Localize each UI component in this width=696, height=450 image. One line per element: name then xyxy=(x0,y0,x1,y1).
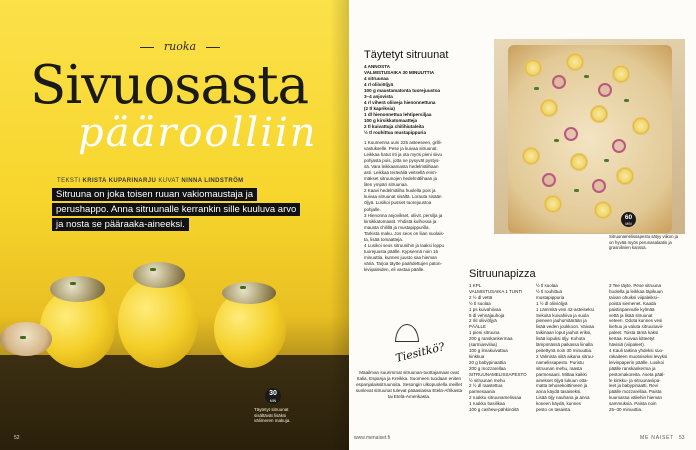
ingredient-line: 2 tl kuivattuja chilihiutaleita xyxy=(364,124,424,129)
step-line: päälle ranskankerma ja xyxy=(609,365,656,371)
ingredient-line: ½ tl suolaa xyxy=(536,283,558,288)
recipe-title-stuffed-lemons: Täytetyt sitruunat xyxy=(364,49,449,61)
step-line: öljyä. Lusikoi pussiet tuorejuustoa xyxy=(364,200,432,206)
step-line: poista siemenet. Kaada xyxy=(609,300,657,306)
onion-ring-image xyxy=(592,179,606,193)
step-line: sitruunan mehu, raasta xyxy=(536,365,583,371)
lemon-slice-image xyxy=(612,65,630,83)
time-badge-number: 30 xyxy=(269,390,277,397)
step-line: 2 Valmista siitä aikana sitruu- xyxy=(536,353,595,359)
recipe-ingredients-lemon-pizza xyxy=(469,283,537,413)
step-line: minuuttia, kunnes juusto saa hieman xyxy=(364,254,438,260)
step-line: sammuksia. Paista noin xyxy=(609,401,657,407)
herb-image xyxy=(150,268,156,271)
ingredient-line: 1 ruukku basilikaa xyxy=(469,401,506,407)
recipe-steps-stuffed-lemons xyxy=(364,140,486,273)
lemon-slice-image xyxy=(616,167,634,185)
step-line: pestomakoreita. Aseta pääl- xyxy=(609,371,665,377)
recipe-meta-line: 1 KPL xyxy=(469,283,482,288)
lemon-slice-image xyxy=(594,201,612,219)
right-page xyxy=(349,0,696,450)
headline: Sivuosasta xyxy=(30,55,309,116)
step-line: 2 Kaavi hedelmäliha huolella pois ja xyxy=(364,188,436,194)
byline xyxy=(57,178,244,184)
time-badge xyxy=(265,388,281,404)
onion-ring-image xyxy=(542,173,556,187)
step-line: Tarkista maku. Jos seos on liian suolais- xyxy=(364,230,445,236)
ingredient-line: 1 ½ dl oliiviöljyä xyxy=(536,300,568,306)
step-line: Lisää öljy nauhana ja anna xyxy=(536,395,590,401)
step-line: pohjasta pois, jotta ne pysyvät pystys- xyxy=(364,158,440,164)
onion-ring-image xyxy=(564,127,578,141)
byline-prefix-text: TEKSTI xyxy=(57,178,81,184)
recipe-steps-lemon-pizza-col1 xyxy=(536,283,604,413)
onion-ring-image xyxy=(552,75,566,89)
ingredient-line: 5 dl vehnäjauhoja xyxy=(469,312,505,318)
step-line: taikinaan loput jauhot eriksi, xyxy=(536,330,592,336)
step-line: taivan ohuiksi viipaleiksi– xyxy=(609,294,660,300)
step-line: lisää veden joukkoon. Vaivaa xyxy=(536,324,594,330)
lemon-half-icon xyxy=(395,324,419,342)
time-badge-unit: MIN xyxy=(269,399,277,403)
photo-caption: Täytetyt sitruunat sisältävät lisäksi välimeren makuja. xyxy=(254,407,291,423)
basil-leaf-image xyxy=(624,99,629,102)
basil-leaf-image xyxy=(534,87,539,90)
step-line: Leikkaa hatut irti ja ota myös pieni siivu xyxy=(364,152,443,158)
footer-url: www.menaiset.fi xyxy=(354,435,391,441)
byline-author: KRISTA KUPARINARJU xyxy=(82,178,157,184)
step-line: peitettynä noin 30 minuuttia. xyxy=(536,347,593,353)
step-line: leivinpaperin päälle. Lusikoi xyxy=(609,359,665,365)
ingredient-line: (sarmiasvilaa) xyxy=(469,342,498,348)
step-line: 4 Lusikoi seos sitruunihin ja laaksi loppu xyxy=(364,242,445,248)
lead-text: Sitruuna on joka toisen ruuan vakiomaustaja ja perushappo. Anna sitruunalle kerrankin sille kuuluva arvo ja nosta se pääraaka-aineeksi. xyxy=(52,188,300,231)
step-line: leet ja babypinaatti. Revi xyxy=(609,383,659,389)
lemon-filling-image xyxy=(50,276,105,302)
byline-prefix-photos: KUVAT xyxy=(158,178,180,184)
step-line: kiviipaleiden, eli vastaa päälle. xyxy=(364,266,425,272)
step-line: veteen. Odota kunnes vesi xyxy=(609,318,663,324)
ingredient-line: 200 g mozzarellaa xyxy=(469,365,506,371)
headline-script: pääroolliin xyxy=(78,110,318,156)
stuffed-lemon-image xyxy=(118,276,198,368)
lemon-slice-image xyxy=(566,53,584,71)
ingredient-line: parmesaania xyxy=(469,389,496,395)
ingredient-line: 2 ruukku sitruunamelissaa xyxy=(469,395,522,401)
lemon-slice-image xyxy=(524,59,542,77)
onion-ring-image xyxy=(598,83,612,97)
recipe-meta-line: VALMISTUSAIKA 1 TUNTI xyxy=(469,288,523,294)
ingredient-line: 4 rl oliiviöljyä xyxy=(364,82,394,87)
step-line: anna käydä tasaiseksi. xyxy=(536,389,582,395)
recipe-meta-line: 4 ANNOSTA xyxy=(364,64,391,69)
lemon-filling-image xyxy=(222,282,276,304)
step-line: le kinkku- ja sitruunaviipa- xyxy=(609,377,661,383)
step-line: vettä ja lisää sitruunat xyxy=(609,312,653,318)
recipe-meta-line: VALMISTUSAIKA 30 MINUUTTIA xyxy=(364,70,435,75)
lemon-slice-image xyxy=(590,105,608,123)
ingredient-line: kinkkua xyxy=(469,353,485,359)
herb-image xyxy=(240,286,246,289)
ingredient-line: mustapippuria xyxy=(536,294,565,300)
ingredient-line: 2 ½ dl vettä xyxy=(469,294,493,300)
step-line: ainekset öljyä lukuun otta- xyxy=(536,377,589,383)
bowl-image xyxy=(0,322,52,356)
step-line: 1 Lämmitä vesi 42-asteiseksi. xyxy=(536,306,596,312)
recipe-title-lemon-pizza: Sitruunapizza xyxy=(469,268,536,280)
ingredient-line: 2 ½ dl raastettua xyxy=(469,383,503,389)
step-line: matta tehosekoittimeen ja xyxy=(536,383,588,389)
onion-ring-image xyxy=(612,139,626,153)
lemon-slice-image xyxy=(632,117,650,135)
ingredient-line: 4 rl viherä oliiveja hienonnettuna xyxy=(364,100,436,105)
ingredient-line: 1 ps kuivahiivaa xyxy=(469,306,502,312)
step-line: hävisiä (viipaleet). xyxy=(609,342,646,348)
lemon-slice-image xyxy=(544,195,562,213)
step-line: mausta chilillä ja mustapippurilla. xyxy=(364,224,430,230)
step-line: päälle mozzarellaa. Paista xyxy=(609,389,662,395)
byline-photographer: NINNA LINDSTRÖM xyxy=(181,178,244,184)
page-number-left: 52 xyxy=(14,435,20,441)
step-line: tuorejuusta päälle. Kypsennä noin 15 xyxy=(364,248,439,254)
step-line: pesto on tasaista. xyxy=(536,407,572,413)
step-line: sä. Vara leikkaamasta hedelmälihaan xyxy=(364,164,439,170)
basil-leaf-image xyxy=(584,75,589,78)
step-line: namelissapesto. Puristu xyxy=(536,359,584,365)
step-line: huolella ja leikkaa täpikuun xyxy=(609,288,663,294)
ingredient-line: 1 pieni sitruuna xyxy=(469,330,500,336)
step-line: lisää lopuksi öljy. Kohota xyxy=(536,336,585,342)
step-line: pieneen jauhomäärään ja xyxy=(536,318,587,324)
page-number-right: 53 xyxy=(679,435,685,441)
lead-paragraph xyxy=(52,187,302,232)
step-line: pohjalle. xyxy=(364,206,381,212)
basil-leaf-image xyxy=(554,139,559,142)
ingredient-line: ½ tl rouhittua mustapippuria xyxy=(364,130,427,135)
step-line: liten ympäri sitruunaa. xyxy=(364,182,409,188)
step-line: kertaa. Kuivaa kitteetyt xyxy=(609,336,655,342)
step-line: kiehuu ja valuta sitruunavii- xyxy=(609,324,664,330)
lemon-slice-image xyxy=(570,153,588,171)
step-line: 3 Hienonna anjovikset, oliivit, persilja ja xyxy=(364,212,443,218)
step-line: kuumassa väliehin hieman xyxy=(609,395,663,401)
step-line: väriä. Tarjoa täytte paahdettujen paton- xyxy=(364,260,442,266)
ingredient-line: 200 g ranskankermaa xyxy=(469,336,513,342)
ingredient-line: 4 sitruunaa xyxy=(364,76,389,81)
ingredient-line: 100 g cashew-pähkinöitä xyxy=(469,407,519,413)
ingredient-line: ½ sitruunan mehu xyxy=(469,377,506,383)
ingredient-line: 1 dl hienonnettua lehtipersiljaa xyxy=(364,112,432,117)
spine-shadow xyxy=(330,0,349,450)
ingredient-line: 2 rkl oliiviöljyä xyxy=(469,318,497,324)
step-line: Sekoita kuivahiiva ja suola xyxy=(536,312,589,318)
ingredient-line: 100 g maustamatonta tuorejuustoa xyxy=(364,88,441,93)
did-you-know-title: Tiesitkö? xyxy=(394,340,446,365)
step-line: 4 Kauli taikina yhdeksi suo- xyxy=(609,347,664,353)
step-line: kirsikkatomaatit. Yhdistä kulhossa ja xyxy=(364,218,437,224)
herb-image xyxy=(70,282,76,285)
step-line: 1 Kuumenna uuni 225 asteeseen, grilli- xyxy=(364,140,443,145)
table-surface xyxy=(0,355,349,450)
step-line: 3 Tee täyte. Pese sitruuna xyxy=(609,283,661,288)
photo-caption: Sitruunamelissapesto sätyy viikon ja on hyvää myös perunasalaatin ja grasnilinien kanssa. xyxy=(609,234,679,250)
pizza-photo xyxy=(494,39,685,234)
recipe-ingredients-stuffed-lemons xyxy=(364,64,486,136)
did-you-know-text: Maailman suurimmat sitruunan-tuottajamaat ovat Italia, Espanja ja Kreikka. Suomeen tuodaan eniten espanjalaissitruunoita. Sesongin ulkopuolella meillet sunlevat sitruunat tulevat pääasiassa Etelä-Afrikasta tai Etelä-Amerikasta. xyxy=(355,370,463,400)
did-you-know-box xyxy=(355,312,463,430)
ingredient-line: 100 g ilmakuivattua xyxy=(469,347,508,353)
basil-leaf-image xyxy=(574,189,579,192)
step-line: kuivaa sitruunat sisältä. Lorauta sisään xyxy=(364,194,442,200)
time-badge-number: 60 xyxy=(624,214,633,221)
ingredient-line: ½ tl rouhittua xyxy=(536,288,563,294)
recipe-steps-lemon-pizza-col2 xyxy=(609,283,683,413)
lemon-slice-image xyxy=(522,147,540,165)
step-line: ta, lisää tomaatteja. xyxy=(364,236,404,242)
ingredient-line: (2 tl kapriksia) xyxy=(364,106,395,111)
step-line: vastukselle. Pese ja kuivaa sitruunat. xyxy=(364,146,438,152)
basil-leaf-image xyxy=(604,159,609,162)
ingredient-subheading: PÄÄLLE xyxy=(469,324,487,330)
step-line: rakaiteen muotoiseksi levyksi xyxy=(609,353,668,359)
ingredient-line: ½ tl suolaa xyxy=(469,300,491,306)
ingredient-line: 100 g kirsikkatomaatteja xyxy=(364,118,418,123)
footer-magazine-name: ME NAISET xyxy=(640,435,675,441)
step-line: mäkset sitruunojen hedelmälihaan ja xyxy=(364,176,438,182)
step-line: paleet. Toista tämä kaksi xyxy=(609,330,659,336)
step-line: 25–30 minuuttia. xyxy=(609,407,643,413)
step-line: lämpimässä paikassa liinalla xyxy=(536,342,593,348)
section-tag: ruoka xyxy=(150,40,210,53)
lemon-slice-image xyxy=(540,99,558,117)
step-line: koneen käydä, kunnes xyxy=(536,401,582,407)
step-line: paistinpannulle kylmää xyxy=(609,306,655,312)
ingredient-line: 3–4 anjovista xyxy=(364,94,393,99)
time-badge-unit: MIN xyxy=(625,222,632,226)
herb-image xyxy=(20,336,26,339)
step-line: asti. Leikkaa teräväliä veitsellä enim- xyxy=(364,170,438,176)
lemon-filling-image xyxy=(133,262,185,288)
time-badge xyxy=(621,212,636,227)
ingredient-subheading: SITRUUNAMELISSAPESTO xyxy=(469,371,527,377)
step-line: parmesaani. Mittaa kaikki xyxy=(536,371,587,377)
ingredient-line: 20 g babypinaattia xyxy=(469,359,506,365)
